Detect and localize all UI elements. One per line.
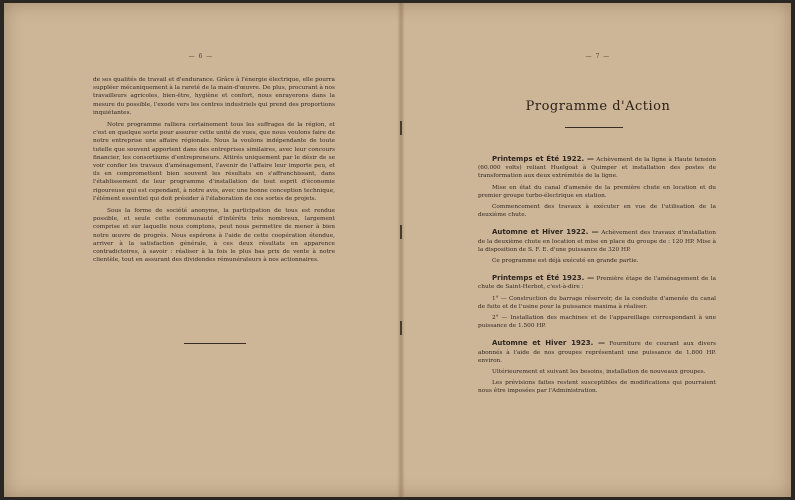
right-page [405, 3, 791, 497]
left-text-column [93, 76, 335, 268]
section-text: Ultérieurement et suivant les besoins, installation de nouveaux groupes. [492, 369, 706, 376]
book-spread [4, 3, 791, 497]
section-heading: Automne et Hiver 1922. — [492, 228, 599, 237]
left-page [4, 3, 398, 497]
section-text: Première étape de l'aménagement de la chute de Saint-Herbot, c'est-à-dire : [478, 276, 717, 291]
section-heading: Printemps et Été 1923. — [492, 274, 595, 283]
paragraph: Notre programme ralliera certainement tous les suffrages de la région, et c'est en quelque sorte pour assurer cette unité de vues, que nous voulons faire de notre entreprise une affaire régionale. Nous la voulons indépendante de toute tutelle que souvent apportent dans des entreprises similaires, avec leur concours financier, les consortiums d'entrepreneurs. Attirés uniquement par le désir de se voir confier les travaux d'aménagement, l'avenir de l'affaire leur importe peu, et ils en compromettent bien souvent les résultats en s'affranchissant, dans l'établissement de leur programme d'installation de tout esprit d'économie rigoureuse qui est cependant, à notre avis, avec une bonne conception technique, l'élément essentiel qui doit présider à l'élaboration de ces sortes de projets. [93, 122, 335, 202]
end-rule [184, 343, 246, 344]
right-text-column [478, 155, 716, 405]
section-heading: Automne et Hiver 1923. — [492, 339, 606, 348]
program-section [478, 155, 716, 219]
section-text: Achèvement des travaux d'installation de la deuxième chute en location et mise en place du groupe de : 120 HP. Mise à la disposition de S. F. E. d'une puissance de 320 HP. [478, 230, 716, 253]
section-text: 1° — Construction du barrage réservoir, de la conduite d'amenée du canal de fuite et de l'usine pour la puissance maxima à réaliser. [478, 295, 716, 310]
page-number-right: — 7 — [585, 53, 611, 60]
title-rule [565, 127, 623, 128]
section-text: Mise en état du canal d'amenée de la première chute en location et du premier groupe turbo-électrique en station. [478, 184, 716, 199]
staple-top [400, 121, 402, 135]
paragraph: Sous la forme de société anonyme, la participation de tous est rendue possible, et seule cette communauté d'intérêts très nombreux, largement comprise et sur laquelle nous comptons, peut nous permettre de mener à bien notre œuvre de progrès. Nous espérons à l'aide de cette coopération étendue, arriver à la satisfaction générale, à ces deux résultats en apparence contradictoires, à savoir : réaliser à la fois le plus bas prix de vente à notre clientèle, tout en assurant des dividendes rémunérateurs à nos actionnaires. [93, 208, 335, 264]
program-section [478, 274, 716, 330]
section-text: Achèvement de la ligne à Haute tension (60.000 volts) reliant Huelgoat à Quimper et installation des postes de transformation aux deux extrémités de la ligne. [478, 157, 717, 180]
program-section [478, 228, 716, 265]
section-text: Ce programme est déjà exécuté en grande partie. [492, 258, 639, 265]
section-text: Commencement des travaux à exécuter en vue de l'utilisation de la deuxième chute. [478, 204, 716, 219]
paragraph: de ses qualités de travail et d'endurance. Grâce à l'énergie électrique, elle pourra suppléer mécaniquement à la rareté de la main-d'œuvre. De plus, procurant à nos travailleurs agricoles, bien-être, hygiène et confort, nous enrayerons dans la mesure du possible, l'exode vers les centres industriels qui prend des proportions inquiétantes. [93, 77, 335, 116]
page-number-left: — 6 — [188, 53, 214, 60]
section-heading: Printemps et Été 1922. — [492, 155, 594, 163]
section-text: 2° — Installation des machines et de l'appareillage correspondant à une puissance de 1.500 HP. [478, 315, 716, 330]
book-gutter [397, 3, 405, 497]
staple-middle [400, 225, 402, 239]
page-title: Programme d'Action [525, 99, 671, 114]
program-section [478, 339, 716, 395]
staple-bottom [400, 321, 402, 335]
section-text: Fourniture de courant aux divers abonnés à l'aide de nos groupes représentant une puissance de 1.800 HP. environ. [478, 341, 716, 364]
section-text: Les prévisions faites restent susceptibles de modifications qui pourraient nous être imposées par l'Administration. [478, 380, 716, 395]
